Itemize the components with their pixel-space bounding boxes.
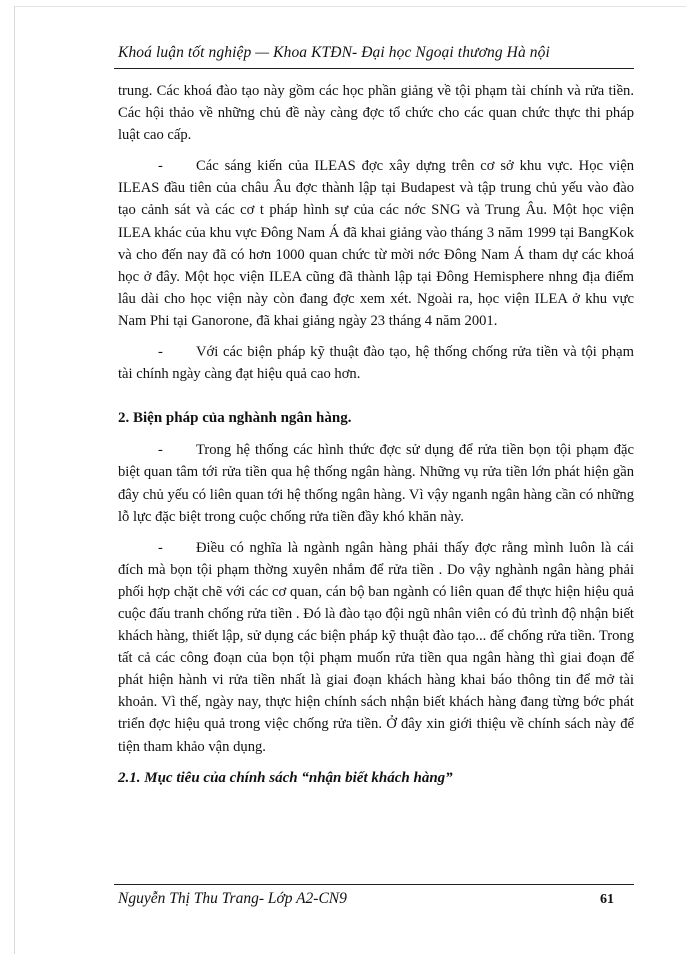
paragraph-text: Các sáng kiến của ILEAS đợc xây dựng trên cơ sở khu vực. Học viện ILEAS đầu tiên của châu Âu đợc thành lập tại Budapest và tập trung chủ yếu vào đào tạo cảnh sát và các cơ t pháp hình sự của các nớc SNG và Trung Âu. Một học viện ILEA khác của khu vực Đông Nam Á đã khai giảng vào tháng 3 năm 1999 tại BangKok và cho đến nay đã có hơn 1000 quan chức từ mời nớc Đông Nam Á tham dự các khoá học ở đây. Một học viện ILEA cũng đã thành lập tại Đông Hemisphere nhng địa điểm lâu dài cho học viện này còn đang đợc xem xét. Ngoài ra, học viện ILEA ở khu vực Nam Phi tại Ganorone, đã khai giảng ngày 23 tháng 4 năm 2001. (118, 158, 634, 329)
footer-author: Nguyễn Thị Thu Trang- Lớp A2-CN9 (118, 890, 347, 907)
page-header-title: Khoá luận tốt nghiệp — Khoa KTĐN- Đại học Ngoại thương Hà nội (118, 44, 550, 61)
paragraph-text: Trong hệ thống các hình thức đợc sử dụng để rửa tiền bọn tội phạm đặc biệt quan tâm tới rửa tiền qua hệ thống ngân hàng. Những vụ rửa tiền lớn phát hiện gần đây chủ yếu có liên quan tới hệ thống ngân hàng. Vì vậy nganh ngân hàng cần có những lỗ lực đặc biệt trong cuộc chống rửa tiền đầy khó khăn này. (118, 442, 634, 525)
paragraph-5 (118, 537, 634, 758)
paragraph-1 (118, 80, 634, 146)
page-edge-left (14, 6, 15, 954)
subsection-heading-2-1: 2.1. Mục tiêu của chính sách “nhận biết khách hàng” (118, 769, 453, 786)
list-dash: - (158, 539, 163, 556)
page-edge-top (14, 6, 686, 7)
list-dash: - (158, 158, 163, 175)
paragraph-3 (118, 341, 634, 385)
page-number: 61 (600, 892, 614, 907)
list-dash: - (158, 344, 163, 361)
paragraph-text: Với các biện pháp kỹ thuật đào tạo, hệ thống chống rửa tiền và tội phạm tài chính ngày càng đạt hiệu quả cao hơn. (118, 344, 634, 383)
paragraph-2 (118, 155, 634, 332)
footer-divider (114, 884, 634, 885)
document-body (118, 80, 634, 789)
list-dash: - (158, 442, 163, 459)
paragraph-4 (118, 439, 634, 527)
paragraph-text: trung. Các khoá đào tạo này gồm các học phần giảng về tội phạm tài chính và rửa tiền. Các hội thảo về những chủ đề này càng đợc tổ chức cho các quan chức thực thi pháp luật cao cấp. (118, 83, 634, 144)
section-heading-2: 2. Biện pháp của nghành ngân hàng. (118, 410, 352, 427)
header-divider (114, 68, 634, 69)
paragraph-text: Điều có nghĩa là ngành ngân hàng phải thấy đợc rằng mình luôn là cái đích mà bọn tội phạm thờng xuyên nhắm để rửa tiền . Do vậy nghành ngân hàng phải phối hợp chặt chẽ với các cơ quan, cán bộ ban ngành có liên quan để thực hiện hiệu quả cuộc đấu tranh chống rửa tiền . Đó là đào tạo đội ngũ nhân viên có đủ trình độ nhận biết khách hàng, thiết lập, sử dụng các biện pháp kỹ thuật đào tạo... để chống rửa tiền. Trong tất cả các công đoạn của bọn tội phạm muốn rửa tiền qua ngân hàng thì giai đoạn để phát hiện hành vi rửa tiền nhất là giai đoạn khách hàng khai báo thông tin để mở tài khoản. Vì thế, ngày nay, thực hiện chính sách nhận biết khách hàng đang từng bớc phát triển đợc hiệu quả trong việc chống rửa tiền. Ở đây xin giới thiệu về chính sách này để tiện tham khảo vận dụng. (118, 539, 634, 755)
